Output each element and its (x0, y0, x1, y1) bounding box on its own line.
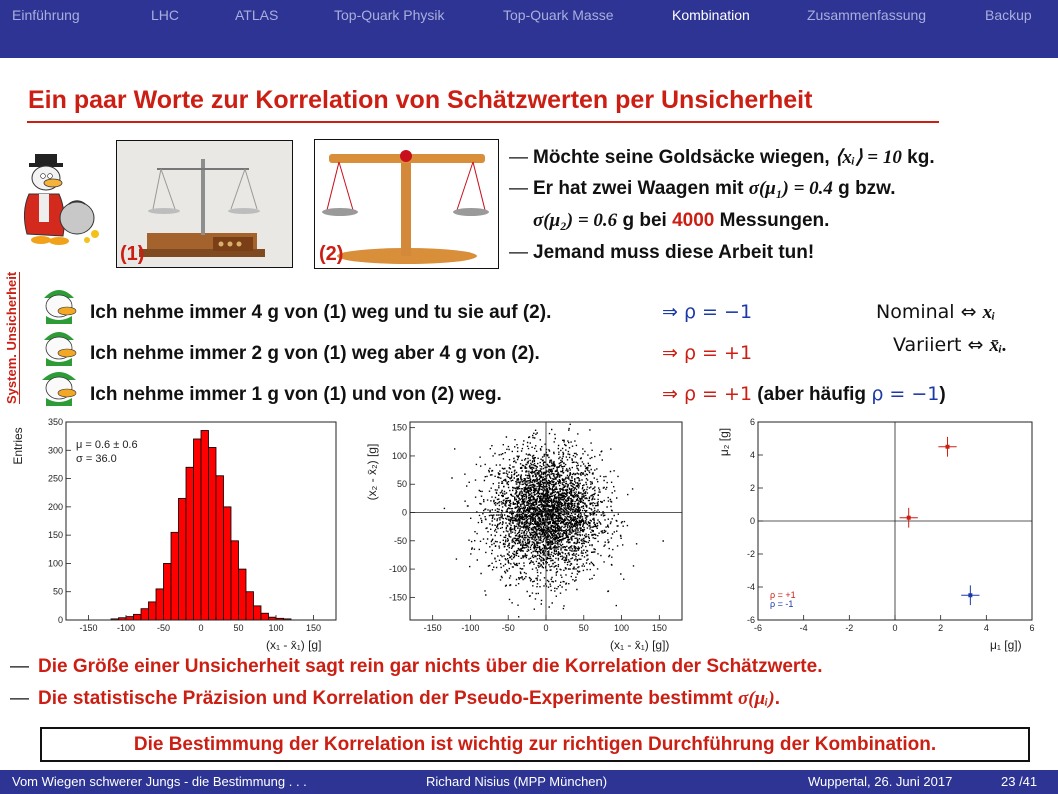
statement-3-extra: (aber häufig (752, 384, 872, 405)
bullet-unit: g bzw. (832, 178, 896, 199)
histogram-bar (216, 476, 224, 620)
y-tick-label: -150 (388, 592, 407, 603)
x-tick-label: 2 (938, 623, 944, 633)
scatter-plot (360, 416, 690, 656)
data-point (946, 445, 950, 449)
histogram-bar (179, 498, 187, 620)
y-tick-label: -2 (746, 549, 755, 559)
footer-author[interactable]: Richard Nisius (MPP München) (426, 774, 608, 789)
histogram-bar (261, 613, 269, 620)
nominal-symbol: xᵢ (982, 302, 996, 323)
top-navigation (0, 0, 1058, 58)
x-tick-label: 0 (892, 623, 898, 633)
histogram-bar (156, 589, 164, 620)
y-tick-label: 200 (47, 501, 63, 512)
y-tick-label: -6 (746, 615, 755, 625)
y-tick-label: 6 (749, 417, 755, 427)
photo-label-1: (1) (120, 243, 145, 265)
y-tick-label: 250 (47, 473, 63, 484)
x-tick-label: -4 (799, 623, 808, 633)
nav-item-lhc[interactable]: LHC (151, 7, 180, 23)
data-point (968, 593, 972, 597)
y-tick-label: -100 (388, 564, 407, 575)
x-axis-label: μ₁ [g]) (990, 638, 1022, 652)
varied-label: Variiert ⇔ (893, 334, 990, 356)
title-underline (27, 121, 939, 123)
histogram-bar (171, 532, 179, 620)
histogram-bar (254, 606, 262, 620)
histogram-bar (231, 541, 239, 620)
fit-mean-label: μ = 0.6 ± 0.6 (76, 439, 138, 451)
x-tick-label: 6 (1029, 623, 1035, 633)
statement-2: Ich nehme immer 2 g von (1) weg aber 4 g von (2). (90, 343, 540, 364)
varied-symbol: x̄ᵢ. (989, 335, 1007, 356)
histogram-bar (209, 447, 217, 620)
bullet-math: σ(μ₂) = 0.6 (533, 210, 618, 231)
scatter-points (444, 424, 664, 618)
y-tick-label: 0 (401, 507, 407, 518)
footer-bar (0, 770, 1058, 794)
conclusion-1: — Die Größe einer Unsicherheit sagt rein gar nichts über die Korrelation der Schätzwerte. (10, 656, 823, 677)
y-axis-label: μ₂ [g] (717, 427, 731, 457)
bullet-text: g bei (617, 210, 673, 231)
x-tick-label: -150 (79, 623, 98, 633)
histogram-bar (246, 592, 254, 620)
bullet-messungen (533, 210, 829, 232)
y-tick-label: 50 (52, 586, 63, 597)
varied-note (893, 334, 1007, 357)
bullet-math: σ(μ₁) = 0.4 (748, 178, 833, 199)
x-tick-label: 150 (305, 623, 322, 633)
x-tick-label: 50 (233, 623, 244, 633)
statement-3-extra-end: ) (939, 384, 946, 405)
y-tick-label: 2 (749, 483, 755, 493)
data-point (907, 516, 911, 520)
footer-talk-title[interactable]: Vom Wiegen schwerer Jungs - die Bestimmung . . . (12, 774, 307, 789)
y-tick-label: 0 (749, 516, 755, 526)
x-tick-label: -6 (753, 623, 763, 633)
histogram-bar (201, 430, 209, 620)
bullet-text: Möchte seine Goldsäcke wiegen, (533, 147, 835, 168)
statement-3: Ich nehme immer 1 g von (1) und von (2) weg. (90, 384, 502, 405)
nav-item-zusammenfassung[interactable]: Zusammenfassung (807, 7, 927, 23)
histogram-bar (134, 614, 142, 620)
nav-item-backup[interactable]: Backup (985, 7, 1032, 23)
x-tick-label: 4 (983, 623, 989, 633)
bullet-arbeit: — Jemand muss diese Arbeit tun! (509, 242, 815, 263)
statement-2-rho: ⇒ ρ = +1 (662, 342, 753, 364)
y-tick-label: 50 (396, 479, 407, 490)
y-tick-label: 150 (391, 422, 407, 433)
bullet-text: Messungen. (714, 210, 830, 231)
x-axis-label: (x₁ - x̄₁) [g]) (610, 638, 670, 652)
photo-label-2: (2) (319, 243, 344, 265)
error-point-plot (706, 416, 1040, 656)
x-tick-label: 0 (543, 623, 549, 633)
y-tick-label: 4 (749, 450, 755, 460)
y-tick-label: -4 (746, 582, 755, 592)
side-section-label: System. Unsicherheit (4, 271, 19, 404)
footer-date: Wuppertal, 26. Juni 2017 (808, 774, 953, 789)
x-tick-label: -100 (116, 623, 136, 633)
x-tick-label: 100 (614, 623, 630, 633)
y-tick-label: 100 (391, 450, 407, 461)
histogram-plot (6, 416, 346, 656)
x-tick-label: -150 (423, 623, 442, 633)
histogram-bar (186, 467, 194, 620)
y-axis-label: Entries (11, 427, 25, 465)
nominal-note (876, 301, 995, 324)
histogram-bar (141, 609, 149, 620)
x-tick-label: -50 (501, 623, 515, 633)
y-tick-label: 0 (57, 615, 63, 625)
scrooge-character-icon (5, 152, 105, 248)
statement-1: Ich nehme immer 4 g von (1) weg und tu sie auf (2). (90, 302, 552, 323)
y-tick-label: -50 (393, 535, 407, 546)
measurement-count: 4000 (672, 210, 715, 231)
bullet-zwei-waagen: — Er hat zwei Waagen mit σ(μ₁) = 0.4 g bzw. (509, 178, 896, 199)
nav-item-einfuehrung[interactable]: Einführung (12, 7, 80, 23)
histogram-bar (239, 569, 247, 620)
y-tick-label: 300 (47, 445, 63, 456)
footer-page-number: 23 /41 (1001, 774, 1038, 789)
x-tick-label: 100 (268, 623, 284, 633)
statement-3-rho: ⇒ ρ = +1 (662, 383, 753, 405)
legend-entry: ρ = -1 (770, 599, 794, 609)
legend-entry: ρ = +1 (770, 590, 796, 600)
bullet-text: Er hat zwei Waagen mit (533, 178, 749, 199)
x-tick-label: -50 (156, 623, 171, 633)
nephew-duck-icon-1 (38, 284, 80, 324)
histogram-bar (126, 617, 134, 620)
nav-item-top-quark-masse[interactable]: Top-Quark Masse (503, 7, 614, 23)
conclusion-2: — Die statistische Präzision und Korrelation der Pseudo-Experimente bestimmt σ(μᵢ). (10, 688, 780, 709)
x-tick-label: 50 (578, 623, 589, 633)
slide-title: Ein paar Worte zur Korrelation von Schätzwerten per Unsicherheit (28, 86, 813, 114)
histogram-bar (224, 507, 232, 620)
nephew-duck-icon-3 (38, 366, 80, 406)
fit-sigma-label: σ = 36.0 (76, 453, 117, 465)
boxed-conclusion: Die Bestimmung der Korrelation ist wichtig zur richtigen Durchführung der Kombination. (40, 727, 1030, 762)
x-tick-label: -2 (845, 623, 854, 633)
y-axis-label: (x₂ - x̄₂) [g] (365, 443, 379, 501)
y-tick-label: 350 (47, 417, 63, 427)
nominal-label: Nominal ⇔ (876, 301, 983, 323)
conclusion-2-end: . (774, 688, 780, 709)
conclusion-1-text: Die Größe einer Unsicherheit sagt rein gar nichts über die Korrelation der Schätzwerte. (38, 656, 823, 677)
statement-3-rho-group (662, 383, 946, 406)
nav-item-kombination[interactable]: Kombination (672, 7, 750, 23)
bullet-unit: kg. (901, 147, 935, 168)
bullet-text: Jemand muss diese Arbeit tun! (533, 242, 815, 263)
nav-item-atlas[interactable]: ATLAS (235, 7, 279, 23)
conclusion-2-math: σ(μᵢ) (738, 688, 775, 709)
x-axis-label: (x₁ - x̄₁) [g] (266, 638, 322, 652)
x-tick-label: 150 (651, 623, 667, 633)
histogram-bar (194, 439, 202, 620)
statement-1-rho: ⇒ ρ = −1 (662, 301, 753, 323)
x-tick-label: 0 (198, 623, 204, 633)
nephew-duck-icon-2 (38, 326, 80, 366)
y-tick-label: 100 (47, 558, 63, 569)
bullet-goldsaecke: — Möchte seine Goldsäcke wiegen, ⟨xᵢ⟩ = 10 kg. (509, 147, 935, 168)
y-tick-label: 150 (47, 530, 63, 541)
conclusion-2-text: Die statistische Präzision und Korrelation der Pseudo-Experimente bestimmt (38, 688, 739, 709)
x-tick-label: -100 (461, 623, 480, 633)
histogram-bar (149, 602, 157, 620)
statement-3-extra-rho: ρ = −1 (871, 383, 940, 405)
bullet-math: ⟨xᵢ⟩ = 10 (835, 147, 902, 168)
nav-item-top-quark-physik[interactable]: Top-Quark Physik (334, 7, 445, 23)
histogram-bar (164, 563, 172, 620)
